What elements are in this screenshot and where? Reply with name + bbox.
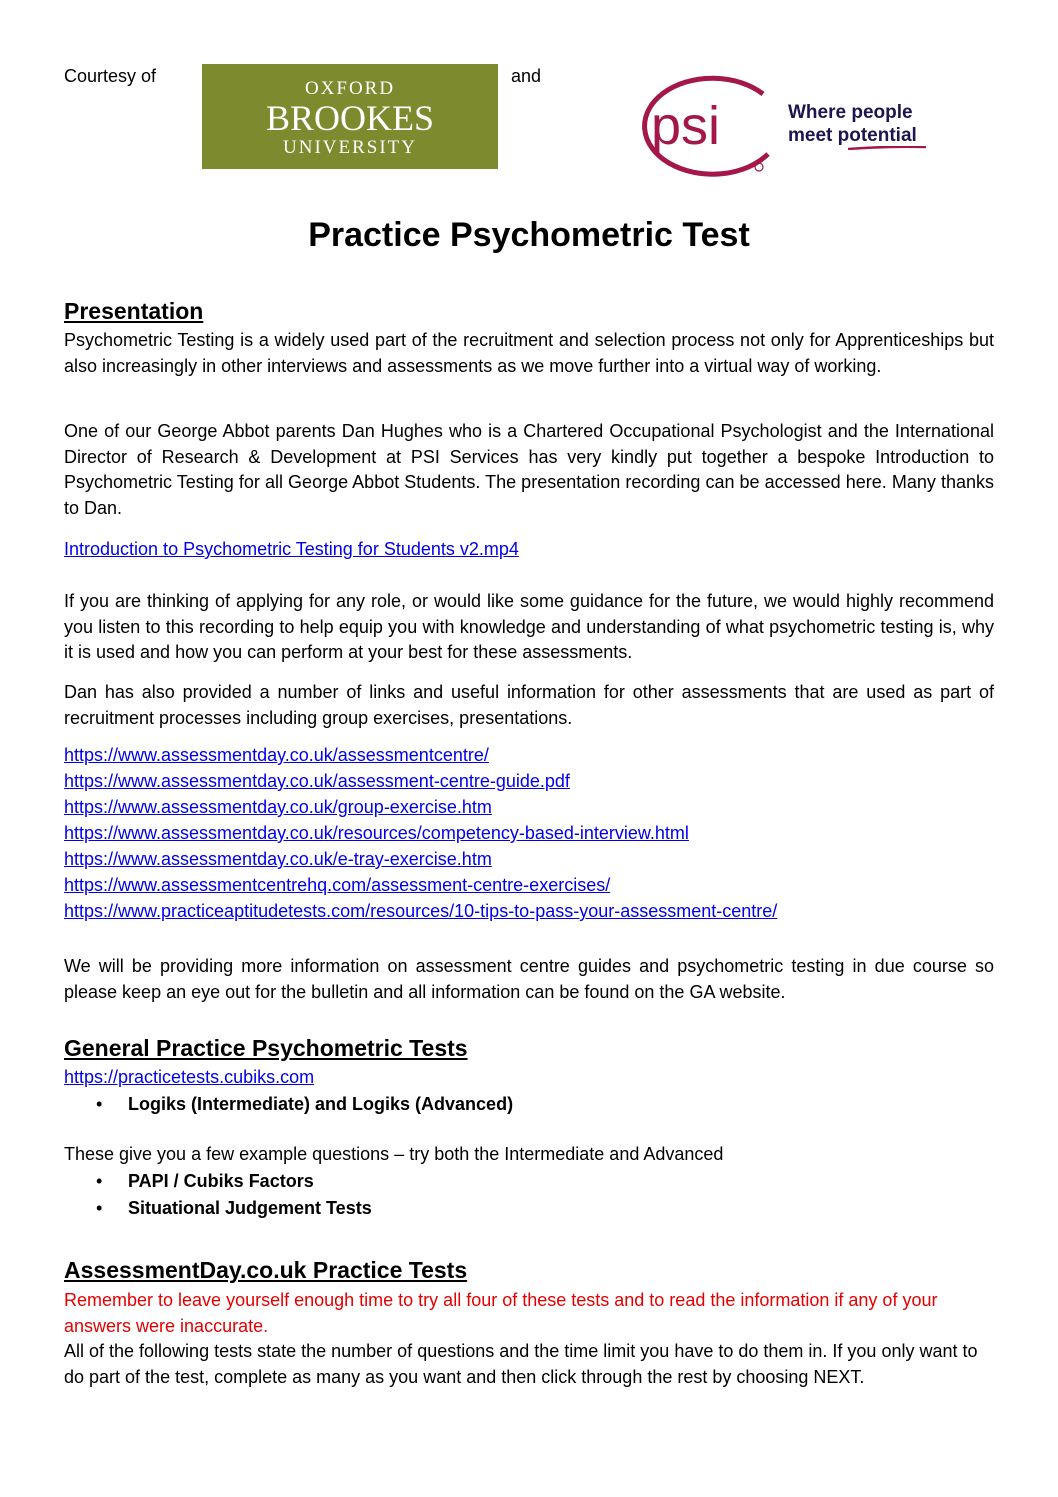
courtesy-label: Courtesy of — [64, 66, 157, 86]
assessmentday-warning: Remember to leave yourself enough time to try all four of these tests and to read the information if any of your answers were inaccurate. — [64, 1290, 938, 1336]
and-label: and — [511, 66, 542, 86]
psi-tagline-underline — [848, 146, 926, 150]
video-link-row — [64, 537, 994, 563]
oxford-brookes-logo — [202, 64, 498, 169]
presentation-video-link[interactable]: Introduction to Psychometric Testing for Students v2.mp4 — [64, 539, 519, 559]
heading-presentation: Presentation — [64, 298, 204, 324]
bullet-list-tests — [96, 1168, 372, 1221]
brookes-logo-line3: UNIVERSITY — [283, 137, 417, 158]
bullet-list-logiks — [96, 1091, 513, 1118]
resource-link[interactable]: https://www.assessmentday.co.uk/e-tray-exercise.htm — [64, 849, 492, 869]
general-note: These give you a few example questions – try both the Intermediate and Advanced — [64, 1144, 724, 1164]
resource-link[interactable]: https://www.assessmentday.co.uk/assessment-centre-guide.pdf — [64, 771, 570, 791]
brookes-logo-line2: BROOKES — [265, 98, 435, 138]
page-title: Practice Psychometric Test — [308, 216, 750, 254]
resource-link[interactable]: https://www.assessmentday.co.uk/assessmentcentre/ — [64, 745, 489, 765]
presentation-paragraph-4: Dan has also provided a number of links and useful information for other assessments that are used as part of recruitment processes including group exercises, presentations. — [64, 682, 994, 728]
psi-tagline-line1: Where people — [788, 102, 913, 123]
resource-link[interactable]: https://www.assessmentcentrehq.com/assessment-centre-exercises/ — [64, 875, 611, 895]
presentation-paragraph-3: If you are thinking of applying for any role, or would like some guidance for the future, we would highly recommend you listen to this recording to help equip you with knowledge and understanding of what psychometric testing is, why it is used and how you can perform at your best for these assessments. — [64, 591, 994, 662]
psi-logo-mark: psi — [651, 96, 721, 156]
resource-link-list — [64, 742, 777, 924]
presentation-paragraph-1: Psychometric Testing is a widely used part of the recruitment and selection process not only for Apprenticeships but also increasingly in other interviews and assessments as we move further into a virtual way of working. — [64, 330, 994, 376]
bullet-text: Situational Judgement Tests — [128, 1197, 372, 1218]
heading-general-practice: General Practice Psychometric Tests — [64, 1035, 468, 1061]
heading-assessmentday: AssessmentDay.co.uk Practice Tests — [64, 1257, 468, 1283]
bullet-icon: • — [96, 1171, 103, 1191]
resource-link[interactable]: https://www.practiceaptitudetests.com/resources/10-tips-to-pass-your-assessment-centre/ — [64, 901, 778, 921]
psi-tagline-line2: meet potential — [788, 125, 917, 146]
cubiks-practice-link[interactable]: https://practicetests.cubiks.com — [64, 1067, 315, 1087]
psi-tagline — [788, 101, 917, 147]
bullet-text: PAPI / Cubiks Factors — [128, 1171, 314, 1191]
cubiks-link-row — [64, 1065, 994, 1091]
list-item — [96, 1168, 372, 1195]
bullet-icon: • — [96, 1094, 103, 1114]
assessmentday-paragraph: All of the following tests state the number of questions and the time limit you have to do them in. If you only want to do part of the test, complete as many as you want and then click through the rest by choosing NEXT. — [64, 1341, 978, 1387]
resource-link[interactable]: https://www.assessmentday.co.uk/resources/competency-based-interview.html — [64, 823, 689, 843]
presentation-paragraph-5: We will be providing more information on assessment centre guides and psychometric testing in due course so please keep an eye out for the bulletin and all information can be found on the GA website. — [64, 956, 994, 1002]
bullet-text: Logiks (Intermediate) and Logiks (Advanced) — [128, 1094, 514, 1114]
brookes-logo-line1: OXFORD — [304, 78, 396, 99]
list-item — [96, 1091, 513, 1118]
presentation-paragraph-2: One of our George Abbot parents Dan Hughes who is a Chartered Occupational Psychologist and the International Director of Research & Development at PSI Services has very kindly put together a bespoke Introduction to Psychometric Testing for all George Abbot Students. The presentation recording can be accessed here. Many thanks to Dan. — [64, 421, 994, 518]
bullet-icon: • — [96, 1197, 103, 1218]
resource-link[interactable]: https://www.assessmentday.co.uk/group-exercise.htm — [64, 797, 492, 817]
list-item — [96, 1195, 372, 1222]
